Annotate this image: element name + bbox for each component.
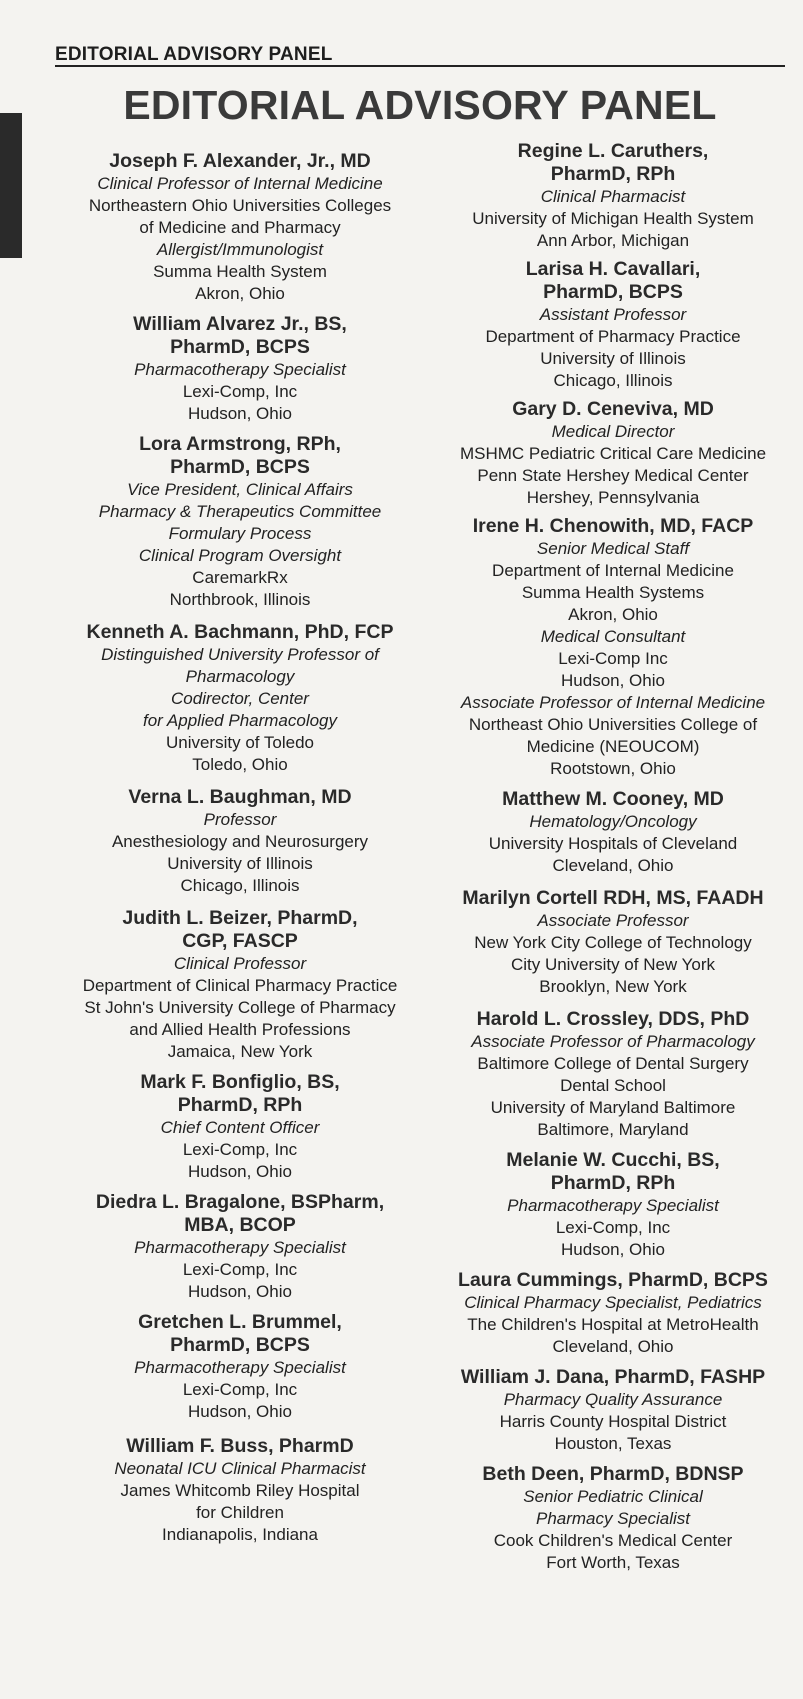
panel-member-entry xyxy=(50,1435,430,1546)
member-title: Distinguished University Professor of xyxy=(101,645,379,664)
member-title: Pharmacotherapy Specialist xyxy=(134,1358,346,1377)
page-title: EDITORIAL ADVISORY PANEL xyxy=(123,82,717,128)
member-name: Mark F. Bonfiglio, BS, xyxy=(140,1071,340,1093)
member-title: Associate Professor of Pharmacology xyxy=(471,1032,755,1051)
member-name: Verna L. Baughman, MD xyxy=(128,786,352,808)
member-affiliation: Lexi-Comp, Inc xyxy=(555,1218,671,1237)
member-name: Melanie W. Cucchi, BS, xyxy=(506,1149,720,1171)
member-affiliation: Penn State Hershey Medical Center xyxy=(477,466,749,485)
member-affiliation: Lexi-Comp, Inc xyxy=(182,382,298,401)
member-name: Irene H. Chenowith, MD, FACP xyxy=(472,515,754,537)
member-affiliation: for Children xyxy=(196,1503,284,1522)
member-title: Pharmacotherapy Specialist xyxy=(507,1196,719,1215)
member-affiliation: Anesthesiology and Neurosurgery xyxy=(111,832,369,851)
member-affiliation: Hudson, Ohio xyxy=(188,1162,292,1181)
member-name: Harold L. Crossley, DDS, PhD xyxy=(476,1008,750,1030)
member-affiliation: The Children's Hospital at MetroHealth xyxy=(467,1315,759,1334)
member-affiliation: Baltimore College of Dental Surgery xyxy=(477,1054,749,1073)
member-title: Clinical Pharmacy Specialist, Pediatrics xyxy=(464,1293,762,1312)
member-affiliation: Akron, Ohio xyxy=(195,284,285,303)
section-tab-marker xyxy=(0,113,22,258)
member-affiliation: Akron, Ohio xyxy=(568,605,658,624)
member-name: William J. Dana, PharmD, FASHP xyxy=(460,1366,766,1388)
running-head: EDITORIAL ADVISORY PANEL xyxy=(55,44,333,65)
member-affiliation: Department of Clinical Pharmacy Practice xyxy=(82,976,398,995)
member-name: Judith L. Beizer, PharmD, xyxy=(122,907,358,929)
panel-member-entry xyxy=(433,140,793,252)
member-title: Codirector, Center xyxy=(171,689,309,708)
member-title: Allergist/Immunologist xyxy=(156,240,324,259)
member-name: PharmD, BCPS xyxy=(170,1334,310,1356)
member-affiliation: Lexi-Comp Inc xyxy=(558,649,668,668)
member-affiliation: Ann Arbor, Michigan xyxy=(536,231,690,250)
member-affiliation: University of Toledo xyxy=(165,733,315,752)
panel-member-entry xyxy=(50,433,430,611)
member-affiliation: University of Illinois xyxy=(167,854,313,873)
member-affiliation: of Medicine and Pharmacy xyxy=(139,218,341,237)
member-name: Larisa H. Cavallari, xyxy=(525,258,701,280)
member-affiliation: Fort Worth, Texas xyxy=(546,1553,680,1572)
member-affiliation: Cleveland, Ohio xyxy=(552,1337,674,1356)
member-affiliation: Rootstown, Ohio xyxy=(550,759,676,778)
member-affiliation: Lexi-Comp, Inc xyxy=(182,1380,298,1399)
member-name: PharmD, BCPS xyxy=(170,456,310,478)
member-affiliation: Jamaica, New York xyxy=(167,1042,313,1061)
member-title: Vice President, Clinical Affairs xyxy=(127,480,353,499)
member-affiliation: Lexi-Comp, Inc xyxy=(182,1140,298,1159)
member-affiliation: Hudson, Ohio xyxy=(561,1240,665,1259)
panel-member-entry xyxy=(433,788,793,877)
member-title: Medical Director xyxy=(551,422,675,441)
member-title: Pharmacy Specialist xyxy=(535,1509,690,1528)
member-affiliation: James Whitcomb Riley Hospital xyxy=(120,1481,360,1500)
member-name: PharmD, BCPS xyxy=(170,336,310,358)
member-affiliation: Hudson, Ohio xyxy=(188,1402,292,1421)
member-name: PharmD, RPh xyxy=(177,1094,303,1116)
member-title: Chief Content Officer xyxy=(160,1118,320,1137)
panel-member-entry xyxy=(433,1269,793,1358)
member-affiliation: Cleveland, Ohio xyxy=(552,856,674,875)
member-name: William Alvarez Jr., BS, xyxy=(133,313,347,335)
member-affiliation: Cook Children's Medical Center xyxy=(493,1531,733,1550)
panel-member-entry xyxy=(50,1311,430,1423)
member-affiliation: Chicago, Illinois xyxy=(180,876,300,895)
panel-member-entry xyxy=(433,258,793,392)
member-name: MBA, BCOP xyxy=(184,1214,296,1236)
member-title: Pharmacy Quality Assurance xyxy=(503,1390,723,1409)
member-title: Formulary Process xyxy=(168,524,312,543)
header-rule xyxy=(55,65,785,67)
member-affiliation: City University of New York xyxy=(510,955,716,974)
member-affiliation: University of Illinois xyxy=(540,349,686,368)
panel-member-entry xyxy=(50,786,430,897)
member-affiliation: Northeastern Ohio Universities Colleges xyxy=(88,196,392,215)
member-name: Diedra L. Bragalone, BSPharm, xyxy=(95,1191,385,1213)
member-affiliation: Hudson, Ohio xyxy=(561,671,665,690)
panel-member-entry xyxy=(433,1463,793,1574)
member-name: Laura Cummings, PharmD, BCPS xyxy=(458,1269,768,1291)
member-title: Clinical Professor of Internal Medicine xyxy=(97,174,383,193)
member-name: Matthew M. Cooney, MD xyxy=(502,788,724,810)
panel-member-entry xyxy=(50,621,430,776)
member-affiliation: Baltimore, Maryland xyxy=(537,1120,689,1139)
member-affiliation: Harris County Hospital District xyxy=(499,1412,727,1431)
member-affiliation: Brooklyn, New York xyxy=(539,977,687,996)
member-affiliation: Hudson, Ohio xyxy=(188,1282,292,1301)
member-affiliation: Hudson, Ohio xyxy=(188,404,292,423)
member-name: CGP, FASCP xyxy=(182,930,298,952)
panel-member-entry xyxy=(433,1366,793,1455)
member-title: Hematology/Oncology xyxy=(529,812,697,831)
member-affiliation: St John's University College of Pharmacy xyxy=(84,998,396,1017)
panel-member-entry xyxy=(50,1191,430,1303)
panel-member-entry xyxy=(50,150,430,305)
left-column xyxy=(50,150,430,1546)
member-affiliation: Lexi-Comp, Inc xyxy=(182,1260,298,1279)
panel-member-entry xyxy=(50,907,430,1063)
member-affiliation: Department of Internal Medicine xyxy=(492,561,734,580)
member-affiliation: and Allied Health Professions xyxy=(129,1020,351,1039)
member-affiliation: MSHMC Pediatric Critical Care Medicine xyxy=(459,444,767,463)
member-affiliation: Houston, Texas xyxy=(554,1434,672,1453)
member-name: PharmD, RPh xyxy=(550,163,676,185)
member-title: Senior Medical Staff xyxy=(536,539,690,558)
member-affiliation: Chicago, Illinois xyxy=(553,371,673,390)
member-affiliation: University of Maryland Baltimore xyxy=(490,1098,736,1117)
member-title: Medical Consultant xyxy=(540,627,686,646)
member-title: Pharmacy & Therapeutics Committee xyxy=(98,502,382,521)
member-affiliation: Medicine (NEOUCOM) xyxy=(526,737,700,756)
member-name: Lora Armstrong, RPh, xyxy=(139,433,341,455)
member-name: Beth Deen, PharmD, BDNSP xyxy=(482,1463,744,1485)
member-title: Pharmacotherapy Specialist xyxy=(134,360,346,379)
member-title: Associate Professor of Internal Medicine xyxy=(460,693,766,712)
member-title: Professor xyxy=(203,810,277,829)
member-title: Pharmacology xyxy=(185,667,295,686)
member-title: Clinical Program Oversight xyxy=(138,546,342,565)
member-name: PharmD, RPh xyxy=(550,1172,676,1194)
panel-member-entry xyxy=(433,887,793,998)
member-affiliation: Department of Pharmacy Practice xyxy=(485,327,741,346)
panel-member-entry xyxy=(433,1149,793,1261)
member-name: Regine L. Caruthers, xyxy=(517,140,709,162)
member-affiliation: New York City College of Technology xyxy=(474,933,752,952)
member-affiliation: Northeast Ohio Universities College of xyxy=(468,715,758,734)
member-title: Assistant Professor xyxy=(539,305,687,324)
member-title: Clinical Professor xyxy=(173,954,307,973)
member-affiliation: Summa Health Systems xyxy=(521,583,705,602)
member-title: Clinical Pharmacist xyxy=(540,187,686,206)
member-title: Pharmacotherapy Specialist xyxy=(134,1238,346,1257)
panel-member-entry xyxy=(433,398,793,509)
member-affiliation: Indianapolis, Indiana xyxy=(162,1525,318,1544)
member-title: for Applied Pharmacology xyxy=(142,711,338,730)
panel-member-entry xyxy=(433,1008,793,1141)
member-name: Gary D. Ceneviva, MD xyxy=(512,398,714,420)
member-affiliation: University Hospitals of Cleveland xyxy=(488,834,738,853)
member-title: Neonatal ICU Clinical Pharmacist xyxy=(114,1459,366,1478)
member-name: Gretchen L. Brummel, xyxy=(138,1311,342,1333)
member-affiliation: University of Michigan Health System xyxy=(472,209,754,228)
member-affiliation: Dental School xyxy=(560,1076,666,1095)
member-name: Marilyn Cortell RDH, MS, FAADH xyxy=(462,887,764,909)
member-affiliation: Summa Health System xyxy=(153,262,327,281)
panel-member-entry xyxy=(433,515,793,780)
member-name: Joseph F. Alexander, Jr., MD xyxy=(109,150,371,172)
member-title: Associate Professor xyxy=(537,911,689,930)
panel-member-entry xyxy=(50,1071,430,1183)
member-name: William F. Buss, PharmD xyxy=(126,1435,354,1457)
member-affiliation: Hershey, Pennsylvania xyxy=(526,488,700,507)
panel-member-entry xyxy=(50,313,430,425)
member-affiliation: Northbrook, Illinois xyxy=(169,590,311,609)
member-name: PharmD, BCPS xyxy=(543,281,683,303)
member-title: Senior Pediatric Clinical xyxy=(523,1487,703,1506)
member-affiliation: Toledo, Ohio xyxy=(192,755,288,774)
right-column xyxy=(433,140,793,1574)
member-name: Kenneth A. Bachmann, PhD, FCP xyxy=(86,621,394,643)
member-affiliation: CaremarkRx xyxy=(192,568,288,587)
